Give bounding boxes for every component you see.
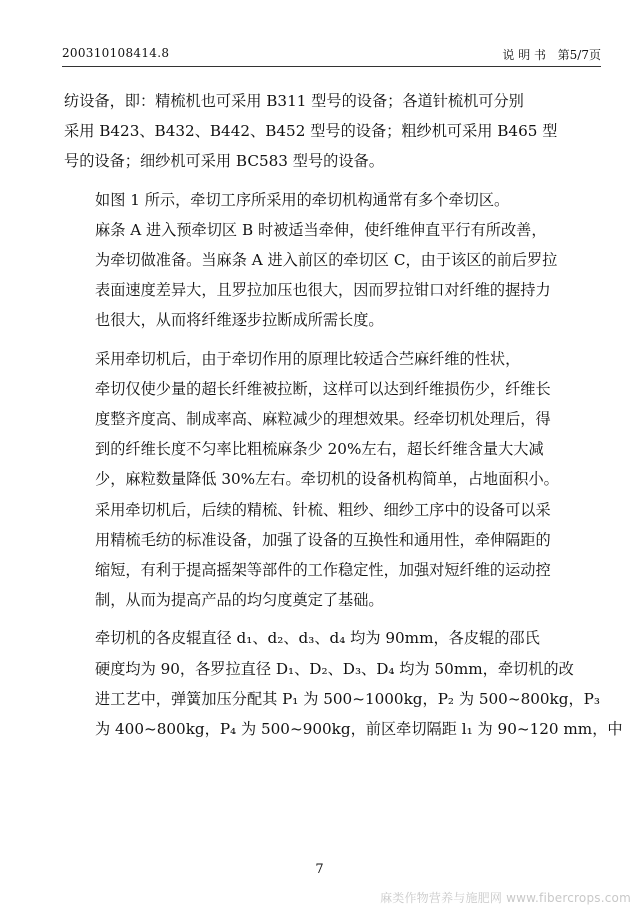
text-line: 也很大，从而将纤维逐步拉断成所需长度。 bbox=[95, 311, 384, 330]
text-line: 硬度均为 90，各罗拉直径 D₁、D₂、D₃、D₄ 均为 50mm，牵切机的改 bbox=[95, 659, 574, 678]
paragraph bbox=[64, 623, 623, 744]
section-title: 说 明 书 bbox=[502, 48, 547, 62]
text-line: 如图 1 所示，牵切工序所采用的牵切机构通常有多个牵切区。 bbox=[95, 190, 510, 209]
text-line: 为 400~800kg，P₄ 为 500~900kg，前区牵切隔距 l₁ 为 90~120 mm，中 bbox=[95, 720, 623, 739]
paragraph bbox=[64, 86, 604, 177]
text-line: 度整齐度高、制成率高、麻粒减少的理想效果。经牵切机处理后，得 bbox=[95, 410, 551, 429]
text-line: 少，麻粒数量降低 30%左右。牵切机的设备机构简单，占地面积小。 bbox=[95, 470, 559, 489]
text-line: 到的纤维长度不匀率比粗梳麻条少 20%左右，超长纤维含量大大减 bbox=[95, 440, 544, 459]
header-rule bbox=[62, 66, 601, 67]
patent-number: 200310108414.8 bbox=[62, 46, 170, 60]
text-line: 进工艺中，弹簧加压分配其 P₁ 为 500~1000kg，P₂ 为 500~800kg，P₃ bbox=[95, 689, 600, 708]
text-line: 牵切机的各皮辊直径 d₁、d₂、d₃、d₄ 均为 90mm，各皮辊的邵氏 bbox=[95, 629, 540, 648]
text-line: 表面速度差异大，且罗拉加压也很大，因而罗拉钳口对纤维的握持力 bbox=[95, 281, 551, 300]
text-line: 制，从而为提高产品的均匀度奠定了基础。 bbox=[95, 591, 384, 610]
paragraph bbox=[64, 185, 604, 336]
page-indicator: 第5/7页 bbox=[557, 48, 601, 62]
paragraph bbox=[64, 344, 604, 616]
text-line: 采用牵切机后，由于牵切作用的原理比较适合苎麻纤维的性状， bbox=[95, 349, 521, 368]
text-line: 采用牵切机后，后续的精梳、针梳、粗纱、细纱工序中的设备可以采 bbox=[95, 500, 551, 519]
text-line: 采用 B423、B432、B442、B452 型号的设备；粗纱机可采用 B465 型 bbox=[64, 122, 558, 141]
page-header bbox=[62, 46, 601, 68]
text-line: 缩短，有利于提高摇架等部件的工作稳定性，加强对短纤维的运动控 bbox=[95, 561, 551, 580]
text-line: 麻条 A 进入预牵切区 B 时被适当牵伸，使纤维伸直平行有所改善， bbox=[95, 220, 547, 239]
text-line: 用精梳毛纺的标准设备，加强了设备的互换性和通用性，牵伸隔距的 bbox=[95, 530, 551, 549]
text-line: 纺设备，即：精梳机也可采用 B311 型号的设备；各道针梳机可分别 bbox=[64, 92, 524, 110]
body-text bbox=[64, 86, 623, 752]
text-line: 号的设备；细纱机可采用 BC583 型号的设备。 bbox=[64, 152, 384, 171]
section-label bbox=[502, 46, 601, 63]
text-line: 为牵切做准备。当麻条 A 进入前区的牵切区 C，由于该区的前后罗拉 bbox=[95, 251, 558, 270]
watermark: 麻类作物营养与施肥网 www.fibercrops.com bbox=[380, 891, 631, 905]
text-line: 牵切仅使少量的超长纤维被拉断，这样可以达到纤维损伤少，纤维长 bbox=[95, 379, 551, 398]
page-number: 7 bbox=[315, 862, 324, 877]
